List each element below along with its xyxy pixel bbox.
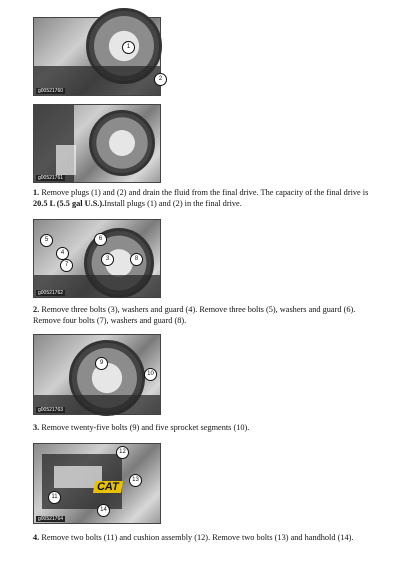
- callout-3: 3: [101, 253, 114, 266]
- step-text: Remove plugs (1) and (2) and drain the fluid from the final drive. The capacity of the final drive is: [41, 188, 369, 197]
- callout-8: 8: [130, 253, 143, 266]
- capacity-value: 20.5 L (5.5 gal U.S.).: [33, 198, 105, 208]
- step-4-text: [33, 533, 383, 544]
- step-number: 2.: [33, 305, 40, 314]
- callout-7: 7: [60, 259, 73, 272]
- step-number: 1.: [33, 188, 40, 197]
- step-text: Remove three bolts (3), washers and guard (4). Remove three bolts (5), washers and guard (6). Remove four bolts (7), washers and guard (8).: [33, 305, 356, 325]
- step-2-text: [33, 305, 383, 326]
- step-text: Remove two bolts (11) and cushion assembly (12). Remove two bolts (13) and handhold (14).: [41, 533, 354, 542]
- callout-1: 1: [122, 41, 135, 54]
- photo-final-drive-plugs: [33, 17, 161, 96]
- callout-14: 14: [97, 504, 110, 517]
- cat-logo: CAT: [93, 481, 123, 493]
- callout-10: 10: [144, 368, 157, 381]
- photo-final-drive-drain: [33, 104, 161, 183]
- callout-9: 9: [95, 357, 108, 370]
- callout-11: 11: [48, 491, 61, 504]
- photo-id: g00521762: [38, 290, 64, 296]
- callout-2: 2: [154, 73, 167, 86]
- photo-id: g00521764: [38, 516, 64, 522]
- step-1-text: [33, 188, 383, 209]
- photo-cushion-handhold: [33, 443, 161, 524]
- photo-id: g00521760: [38, 88, 64, 94]
- callout-6: 6: [94, 233, 107, 246]
- photo-id: g00521763: [38, 407, 64, 413]
- callout-5: 5: [40, 234, 53, 247]
- callout-4: 4: [56, 247, 69, 260]
- step-number: 3.: [33, 423, 40, 432]
- callout-13: 13: [129, 474, 142, 487]
- photo-sprocket: [33, 334, 161, 415]
- step-number: 4.: [33, 533, 40, 542]
- callout-12: 12: [116, 446, 129, 459]
- drain-container: [56, 145, 76, 175]
- step-3-text: [33, 423, 383, 434]
- final-drive-wheel: [89, 110, 155, 176]
- photo-guards: [33, 219, 161, 298]
- photo-id: g00521761: [38, 175, 64, 181]
- step-text: Remove twenty-five bolts (9) and five sprocket segments (10).: [41, 423, 250, 432]
- step-text-continued: Install plugs (1) and (2) in the final drive.: [104, 198, 242, 208]
